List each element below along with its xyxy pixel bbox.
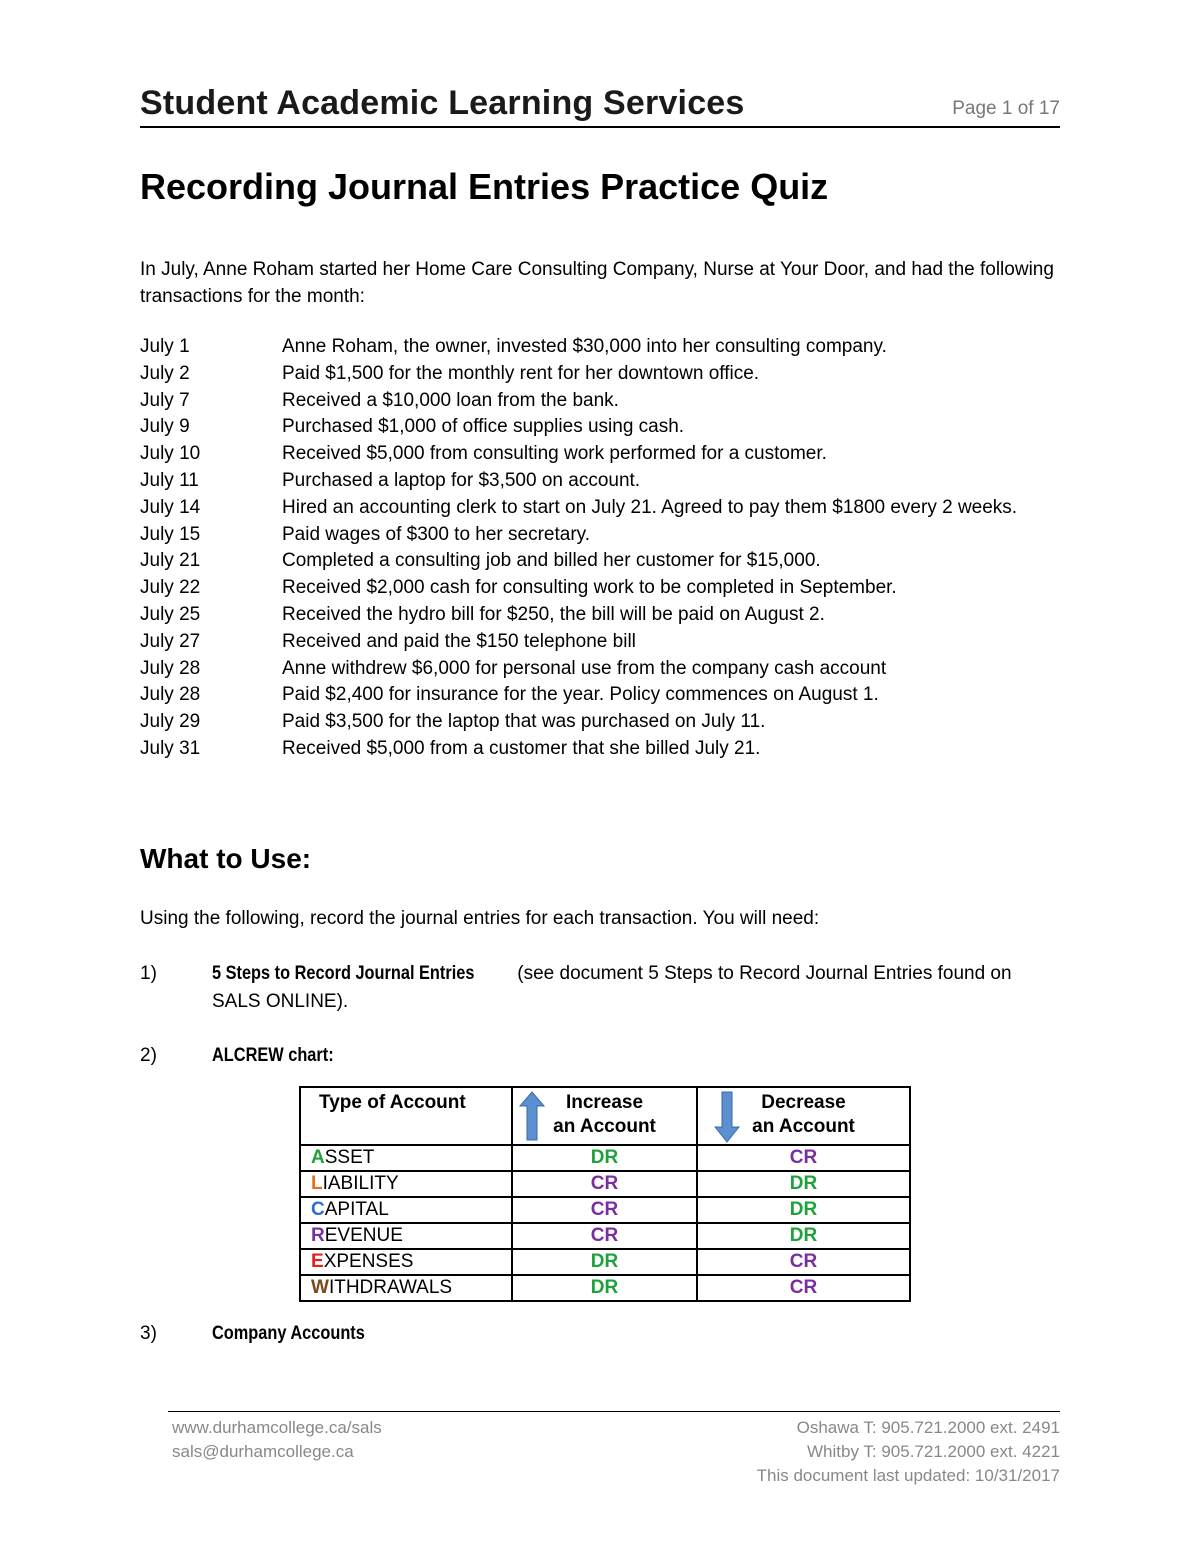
header-title: Student Academic Learning Services: [140, 84, 745, 122]
transaction-row: [140, 468, 1070, 495]
alcrew-row: [300, 1223, 910, 1249]
account-initial: W: [311, 1277, 329, 1298]
account-name-rest: ITHDRAWALS: [328, 1277, 453, 1298]
transaction-description: Anne Roham, the owner, invested $30,000 into her consulting company.: [282, 336, 887, 357]
account-type: [300, 1171, 512, 1197]
up-arrow-icon: [519, 1091, 545, 1141]
account-name-rest: XPENSES: [323, 1251, 414, 1272]
list-number: 2): [140, 1045, 157, 1066]
transaction-description: Completed a consulting job and billed her customer for $15,000.: [282, 550, 821, 572]
transaction-row: [140, 656, 1070, 683]
footer-email-link[interactable]: sals@durhamcollege.ca: [172, 1442, 354, 1461]
decrease-cell: CR: [697, 1145, 910, 1171]
transaction-description: Paid $2,400 for insurance for the year. Policy commences on August 1.: [282, 684, 879, 706]
decrease-cell: CR: [697, 1249, 910, 1275]
steps-title: 5 Steps to Record Journal Entries: [212, 963, 475, 984]
transaction-description: Received $5,000 from consulting work performed for a customer.: [282, 443, 827, 465]
transaction-date: July 25: [140, 603, 201, 625]
decrease-cell: DR: [697, 1223, 910, 1249]
transaction-row: [140, 575, 1070, 602]
company-accounts-label: Company Accounts: [212, 1323, 365, 1344]
transaction-row: [140, 441, 1070, 468]
transaction-description: Received a $10,000 loan from the bank.: [282, 389, 619, 411]
alcrew-row: [300, 1145, 910, 1171]
account-name-rest: IABILITY: [322, 1173, 399, 1194]
decrease-cell: DR: [697, 1171, 910, 1197]
transaction-date: July 28: [140, 657, 201, 679]
list-number: 1): [140, 963, 157, 984]
increase-cell: DR: [512, 1275, 697, 1301]
account-initial: L: [311, 1173, 323, 1194]
list-item-steps: [140, 960, 1060, 1016]
transaction-date: July 14: [140, 496, 201, 518]
account-type: [300, 1145, 512, 1171]
transaction-description: Received $2,000 cash for consulting work to be completed in September.: [282, 577, 897, 599]
increase-cell: CR: [512, 1171, 697, 1197]
transaction-date: July 9: [140, 416, 190, 438]
intro-paragraph: In July, Anne Roham started her Home Care Consulting Company, Nurse at Your Door, and had the following transactions for the month:: [140, 259, 1054, 307]
alcrew-row: [300, 1197, 910, 1223]
what-to-use-heading: What to Use:: [140, 843, 312, 874]
transaction-date: July 27: [140, 630, 201, 652]
transaction-date: July 2: [140, 362, 190, 384]
transaction-date: July 7: [140, 389, 190, 411]
account-type: [300, 1223, 512, 1249]
alcrew-row: [300, 1249, 910, 1275]
transaction-date: July 21: [140, 550, 201, 572]
list-item-alcrew: [140, 1042, 1060, 1070]
footer-last-updated: This document last updated: 10/31/2017: [756, 1466, 1060, 1485]
page-number: Page 1 of 17: [952, 98, 1060, 119]
transaction-row: [140, 334, 1070, 361]
transaction-date: July 10: [140, 443, 201, 465]
transaction-description: Received $5,000 from a customer that she billed July 21.: [282, 737, 761, 759]
transaction-list: [140, 334, 1070, 763]
transaction-row: [140, 602, 1070, 629]
transaction-date: July 22: [140, 577, 201, 599]
col-increase: Increase an Account: [512, 1087, 697, 1145]
transaction-date: July 29: [140, 711, 201, 733]
account-type: [300, 1275, 512, 1301]
transaction-description: Paid $3,500 for the laptop that was purchased on July 11.: [282, 711, 766, 733]
transaction-row: [140, 548, 1070, 575]
alcrew-chart: [299, 1086, 911, 1302]
transaction-description: Purchased a laptop for $3,500 on account.: [282, 469, 641, 491]
transaction-description: Anne withdrew $6,000 for personal use from the company cash account: [282, 657, 887, 679]
transaction-date: July 31: [140, 737, 201, 759]
footer-oshawa-phone: Oshawa T: 905.721.2000 ext. 2491: [796, 1418, 1060, 1437]
increase-cell: DR: [512, 1249, 697, 1275]
alcrew-row: [300, 1171, 910, 1197]
decrease-cell: DR: [697, 1197, 910, 1223]
transaction-description: Paid wages of $300 to her secretary.: [282, 523, 591, 545]
transaction-date: July 1: [140, 336, 190, 357]
transaction-row: [140, 522, 1070, 549]
account-name-rest: SSET: [324, 1147, 375, 1168]
transaction-row: [140, 736, 1070, 763]
decrease-cell: CR: [697, 1275, 910, 1301]
transaction-description: Paid $1,500 for the monthly rent for her downtown office.: [282, 362, 760, 384]
transaction-date: July 15: [140, 523, 201, 545]
document-title: Recording Journal Entries Practice Quiz: [140, 166, 829, 207]
steps-note: (see document 5 Steps to Record Journal Entries found on SALS ONLINE).: [212, 963, 1012, 1012]
account-name-rest: EVENUE: [324, 1225, 403, 1246]
account-initial: C: [311, 1199, 325, 1220]
col-decrease: Decrease an Account: [697, 1087, 910, 1145]
list-number: 3): [140, 1323, 157, 1344]
page-header: [140, 84, 1060, 128]
increase-cell: CR: [512, 1223, 697, 1249]
page-footer: [168, 1411, 1060, 1492]
alcrew-label: ALCREW chart:: [212, 1045, 334, 1066]
transaction-date: July 28: [140, 684, 201, 706]
transaction-row: [140, 414, 1070, 441]
account-initial: A: [311, 1147, 325, 1168]
list-item-company-accounts: [140, 1320, 1060, 1348]
transaction-description: Received and paid the $150 telephone bill: [282, 630, 636, 652]
col-type-of-account: Type of Account: [300, 1087, 512, 1145]
alcrew-row: [300, 1275, 910, 1301]
transaction-row: [140, 388, 1070, 415]
transaction-description: Received the hydro bill for $250, the bill will be paid on August 2.: [282, 603, 825, 625]
transaction-row: [140, 629, 1070, 656]
down-arrow-icon: [714, 1091, 740, 1143]
transaction-row: [140, 495, 1070, 522]
transaction-row: [140, 361, 1070, 388]
increase-cell: DR: [512, 1145, 697, 1171]
increase-cell: CR: [512, 1197, 697, 1223]
what-to-use-intro: Using the following, record the journal entries for each transaction. You will need:: [140, 908, 820, 929]
account-type: [300, 1197, 512, 1223]
account-initial: E: [311, 1251, 324, 1272]
footer-whitby-phone: Whitby T: 905.721.2000 ext. 4221: [807, 1442, 1060, 1461]
transaction-date: July 11: [140, 469, 199, 491]
transaction-description: Hired an accounting clerk to start on July 21. Agreed to pay them $1800 every 2 weeks.: [282, 496, 1018, 518]
account-initial: R: [311, 1225, 325, 1246]
account-name-rest: APITAL: [324, 1199, 389, 1220]
footer-website-link[interactable]: www.durhamcollege.ca/sals: [172, 1418, 382, 1437]
account-type: [300, 1249, 512, 1275]
transaction-row: [140, 709, 1070, 736]
transaction-row: [140, 682, 1070, 709]
transaction-description: Purchased $1,000 of office supplies using cash.: [282, 416, 685, 438]
